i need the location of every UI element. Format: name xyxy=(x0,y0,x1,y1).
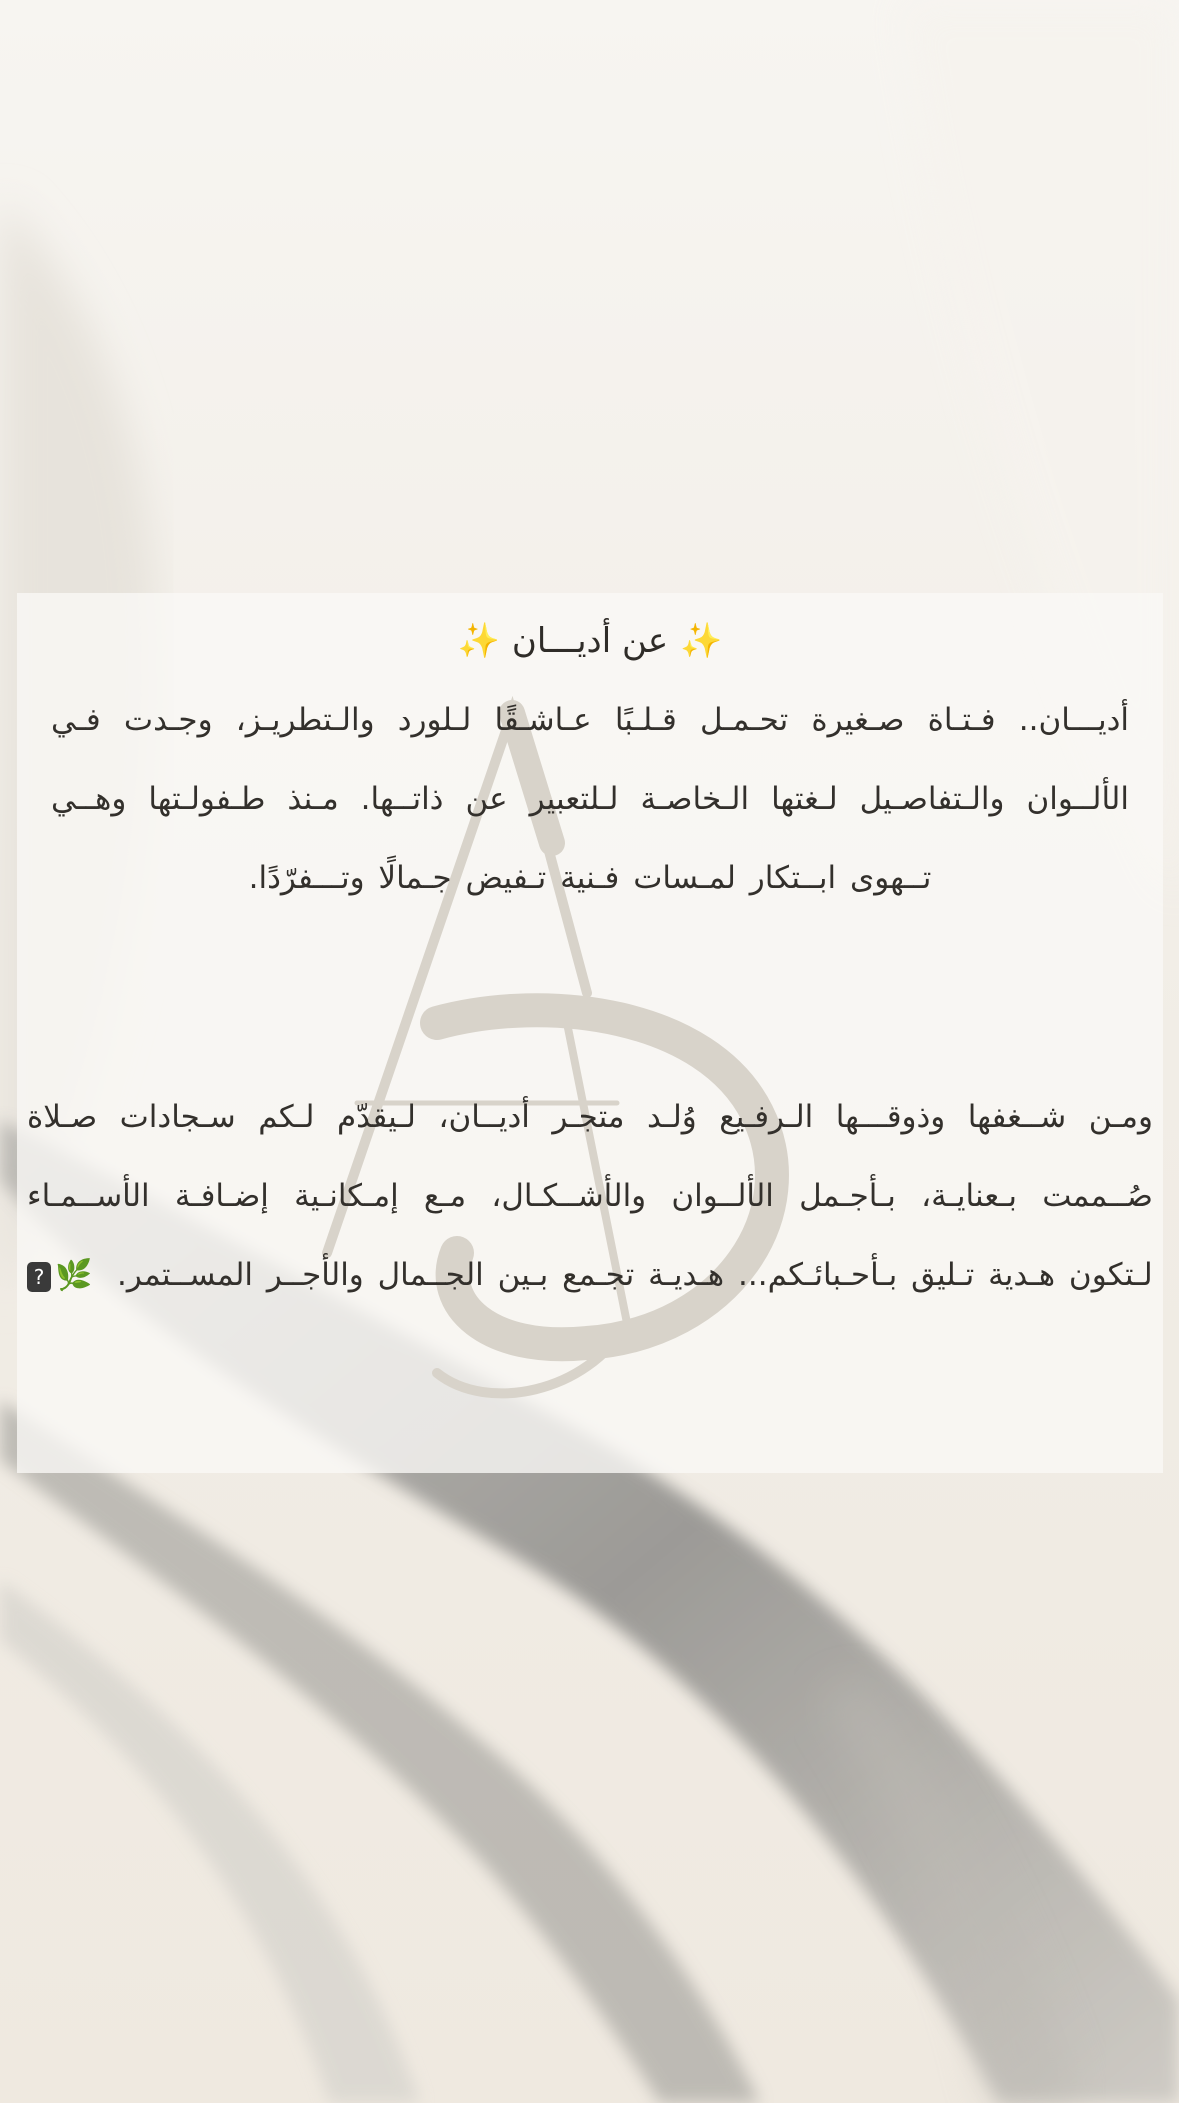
sparkle-icon: ✨ xyxy=(680,621,723,661)
unknown-emoji-icon: ? xyxy=(27,1262,51,1292)
leaf-icon: 🌿 xyxy=(55,1258,94,1293)
page-title xyxy=(17,615,1163,667)
about-card xyxy=(17,593,1163,1473)
store-paragraph-text: ومـن شــغفها وذوقـــها الـرفـيع وُلـد متجـر أديــان، لـيقدّم لـكم سـجادات صـلاة صُــممت بـعنايـة، بـأجـمل الألــوان والأشــكـال، مـع إمـكانـية إضـافـة الأســمـاء لـتكون هـدية تـليق بـأحـبائـكم... هـديـة تجـمع بـين الجــمال والأجــر المســتمر. xyxy=(27,1099,1153,1293)
intro-paragraph: أديـــان.. فـتـاة صـغيرة تحـمـل قـلـبًا عـاشـقًا لـلورد والـتطريـز، وجـدت فـي الألــوان والـتفاصـيل لـغتها الـخاصـة لـلتعبير عن ذاتــها. مـنذ طـفولـتها وهــي تــهوى ابــتكار لمـسات فـنية تـفيض جـمالًا وتـــفرّدًا. xyxy=(51,702,1129,896)
store-paragraph xyxy=(27,1078,1153,1315)
sparkle-icon: ✨ xyxy=(457,621,500,661)
title-text: عن أديـــان xyxy=(511,621,669,661)
